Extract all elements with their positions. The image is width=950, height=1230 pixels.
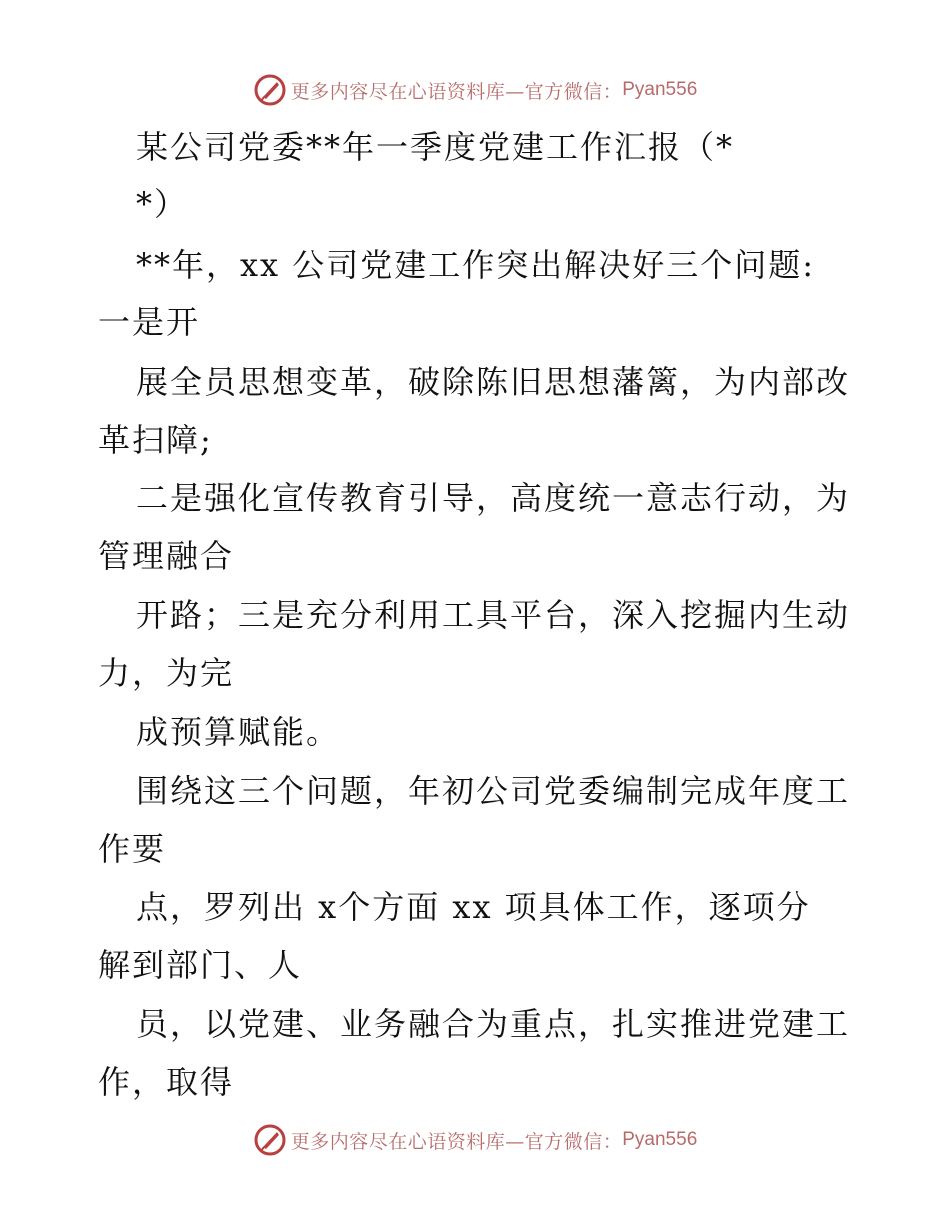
doc-title-line-2: *） bbox=[136, 185, 189, 223]
paragraph-line: 作，取得 bbox=[98, 1063, 235, 1101]
paragraph-line: 二是强化宣传教育引导，高度统一意志行动，为 bbox=[136, 479, 851, 517]
paragraph-line: 管理融合 bbox=[98, 537, 235, 575]
footer-watermark-banner bbox=[0, 1120, 950, 1160]
paragraph-line: 革扫障; bbox=[98, 421, 213, 459]
quill-logo-icon bbox=[253, 1123, 287, 1157]
doc-title-line-1: 某公司党委**年一季度党建工作汇报（* bbox=[136, 128, 735, 166]
paragraph-line: 力，为完 bbox=[98, 654, 235, 692]
paragraph-line: 围绕这三个问题，年初公司党委编制完成年度工 bbox=[136, 772, 851, 810]
banner-wechat-id: Pyan556 bbox=[622, 1129, 698, 1150]
banner-text: 更多内容尽在心语资料库—官方微信： bbox=[290, 1130, 623, 1153]
paragraph-line: **年，xx 公司党建工作突出解决好三个问题: bbox=[136, 246, 816, 284]
banner-text: 更多内容尽在心语资料库—官方微信： bbox=[290, 80, 623, 103]
paragraph-line: 展全员思想变革，破除陈旧思想藩篱，为内部改 bbox=[136, 363, 851, 401]
paragraph-line: 点，罗列出 x个方面 xx 项具体工作，逐项分 bbox=[136, 888, 811, 926]
paragraph-line: 作要 bbox=[98, 830, 167, 868]
paragraph-line: 员，以党建、业务融合为重点，扎实推进党建工 bbox=[136, 1005, 851, 1043]
paragraph-line: 成预算赋能。 bbox=[136, 713, 341, 751]
paragraph-line: 开路；三是充分利用工具平台，深入挖掘内生动 bbox=[136, 596, 851, 634]
paragraph-line: 解到部门、人 bbox=[98, 946, 303, 984]
paragraph-line: 一是开 bbox=[98, 303, 201, 341]
banner-wechat-id: Pyan556 bbox=[622, 79, 698, 100]
